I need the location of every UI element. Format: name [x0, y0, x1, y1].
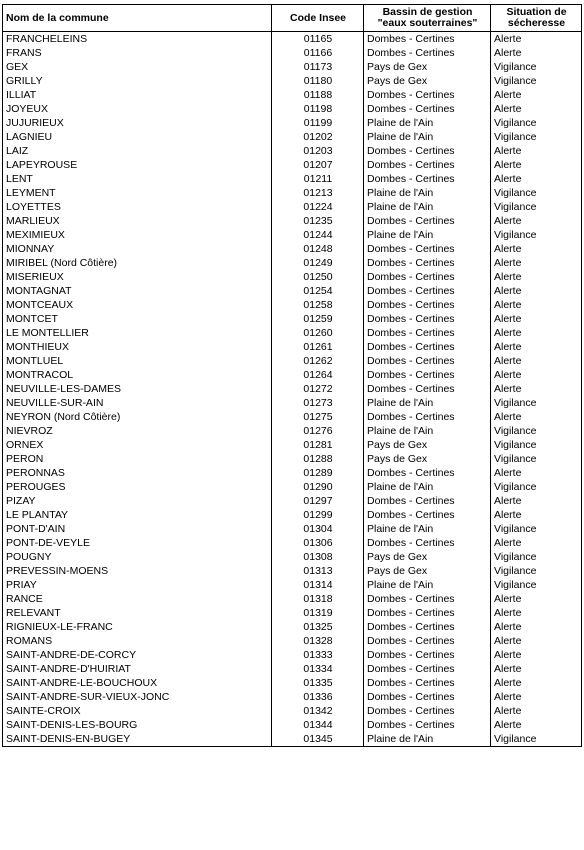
bassin-cell: Plaine de l'Ain — [364, 116, 491, 130]
bassin-cell: Plaine de l'Ain — [364, 396, 491, 410]
commune-cell: RIGNIEUX-LE-FRANC — [3, 620, 272, 634]
table-row — [3, 298, 582, 312]
bassin-cell: Dombes - Certines — [364, 466, 491, 480]
commune-cell: MIRIBEL (Nord Côtière) — [3, 256, 272, 270]
bassin-cell: Dombes - Certines — [364, 144, 491, 158]
bassin-cell: Dombes - Certines — [364, 270, 491, 284]
table-row — [3, 676, 582, 690]
commune-cell: GRILLY — [3, 74, 272, 88]
situation-cell: Alerte — [491, 508, 582, 522]
situation-cell: Alerte — [491, 88, 582, 102]
code-insee-cell: 01342 — [272, 704, 364, 718]
code-insee-cell: 01281 — [272, 438, 364, 452]
bassin-cell: Dombes - Certines — [364, 592, 491, 606]
table-row — [3, 32, 582, 47]
code-insee-cell: 01319 — [272, 606, 364, 620]
situation-cell: Vigilance — [491, 396, 582, 410]
code-insee-cell: 01165 — [272, 32, 364, 47]
situation-cell: Vigilance — [491, 550, 582, 564]
code-insee-cell: 01336 — [272, 690, 364, 704]
code-insee-cell: 01272 — [272, 382, 364, 396]
table-row — [3, 172, 582, 186]
bassin-cell: Dombes - Certines — [364, 382, 491, 396]
bassin-cell: Plaine de l'Ain — [364, 200, 491, 214]
bassin-cell: Dombes - Certines — [364, 354, 491, 368]
situation-cell: Alerte — [491, 676, 582, 690]
table-row — [3, 354, 582, 368]
table-row — [3, 690, 582, 704]
table-row — [3, 480, 582, 494]
bassin-cell: Dombes - Certines — [364, 690, 491, 704]
situation-cell: Vigilance — [491, 186, 582, 200]
bassin-cell: Dombes - Certines — [364, 494, 491, 508]
commune-cell: MIONNAY — [3, 242, 272, 256]
commune-cell: LAPEYROUSE — [3, 158, 272, 172]
situation-cell: Alerte — [491, 382, 582, 396]
header-situation-line1: Situation de — [506, 6, 567, 18]
situation-cell: Alerte — [491, 284, 582, 298]
commune-cell: NIEVROZ — [3, 424, 272, 438]
table-row — [3, 312, 582, 326]
bassin-cell: Dombes - Certines — [364, 536, 491, 550]
code-insee-cell: 01344 — [272, 718, 364, 732]
commune-cell: POUGNY — [3, 550, 272, 564]
situation-cell: Vigilance — [491, 732, 582, 747]
table-row — [3, 508, 582, 522]
situation-cell: Vigilance — [491, 522, 582, 536]
situation-cell: Alerte — [491, 368, 582, 382]
situation-cell: Vigilance — [491, 452, 582, 466]
table-row — [3, 158, 582, 172]
code-insee-cell: 01313 — [272, 564, 364, 578]
table-row — [3, 662, 582, 676]
code-insee-cell: 01288 — [272, 452, 364, 466]
table-row — [3, 718, 582, 732]
table-row — [3, 634, 582, 648]
table-row — [3, 368, 582, 382]
header-bassin-line2: "eaux souterraines" — [377, 17, 478, 29]
header-commune: Nom de la commune — [3, 5, 272, 32]
situation-cell: Vigilance — [491, 578, 582, 592]
table-row — [3, 326, 582, 340]
commune-cell: NEUVILLE-LES-DAMES — [3, 382, 272, 396]
situation-cell: Alerte — [491, 592, 582, 606]
code-insee-cell: 01276 — [272, 424, 364, 438]
code-insee-cell: 01224 — [272, 200, 364, 214]
commune-cell: FRANCHELEINS — [3, 32, 272, 47]
commune-cell: PEROUGES — [3, 480, 272, 494]
table-row — [3, 452, 582, 466]
bassin-cell: Dombes - Certines — [364, 704, 491, 718]
code-insee-cell: 01264 — [272, 368, 364, 382]
table-row — [3, 620, 582, 634]
table-row — [3, 550, 582, 564]
table-row — [3, 144, 582, 158]
commune-cell: SAINT-DENIS-LES-BOURG — [3, 718, 272, 732]
code-insee-cell: 01173 — [272, 60, 364, 74]
situation-cell: Vigilance — [491, 424, 582, 438]
table-row — [3, 494, 582, 508]
bassin-cell: Dombes - Certines — [364, 676, 491, 690]
bassin-cell: Dombes - Certines — [364, 88, 491, 102]
commune-cell: SAINT-ANDRE-SUR-VIEUX-JONC — [3, 690, 272, 704]
commune-cell: MONTCET — [3, 312, 272, 326]
bassin-cell: Dombes - Certines — [364, 102, 491, 116]
situation-cell: Alerte — [491, 466, 582, 480]
commune-cell: MEXIMIEUX — [3, 228, 272, 242]
commune-cell: SAINT-ANDRE-DE-CORCY — [3, 648, 272, 662]
situation-cell: Alerte — [491, 256, 582, 270]
commune-cell: MARLIEUX — [3, 214, 272, 228]
commune-cell: SAINT-ANDRE-LE-BOUCHOUX — [3, 676, 272, 690]
bassin-cell: Dombes - Certines — [364, 410, 491, 424]
bassin-cell: Dombes - Certines — [364, 606, 491, 620]
table-row — [3, 578, 582, 592]
code-insee-cell: 01304 — [272, 522, 364, 536]
code-insee-cell: 01213 — [272, 186, 364, 200]
commune-cell: PERONNAS — [3, 466, 272, 480]
bassin-cell: Dombes - Certines — [364, 326, 491, 340]
table-row — [3, 732, 582, 747]
situation-cell: Vigilance — [491, 60, 582, 74]
commune-cell: MONTHIEUX — [3, 340, 272, 354]
code-insee-cell: 01299 — [272, 508, 364, 522]
situation-cell: Vigilance — [491, 480, 582, 494]
situation-cell: Alerte — [491, 242, 582, 256]
table-row — [3, 438, 582, 452]
table-row — [3, 74, 582, 88]
code-insee-cell: 01335 — [272, 676, 364, 690]
commune-cell: LAIZ — [3, 144, 272, 158]
situation-cell: Alerte — [491, 690, 582, 704]
commune-cell: MONTRACOL — [3, 368, 272, 382]
situation-cell: Alerte — [491, 606, 582, 620]
situation-cell: Alerte — [491, 270, 582, 284]
code-insee-cell: 01314 — [272, 578, 364, 592]
commune-cell: PONT-D'AIN — [3, 522, 272, 536]
commune-cell: PERON — [3, 452, 272, 466]
situation-cell: Alerte — [491, 354, 582, 368]
code-insee-cell: 01244 — [272, 228, 364, 242]
table-row — [3, 270, 582, 284]
commune-cell: MONTLUEL — [3, 354, 272, 368]
table-row — [3, 116, 582, 130]
table-row — [3, 382, 582, 396]
commune-cell: LAGNIEU — [3, 130, 272, 144]
code-insee-cell: 01260 — [272, 326, 364, 340]
bassin-cell: Plaine de l'Ain — [364, 732, 491, 747]
bassin-cell: Pays de Gex — [364, 438, 491, 452]
table-row — [3, 130, 582, 144]
commune-cell: PREVESSIN-MOENS — [3, 564, 272, 578]
bassin-cell: Plaine de l'Ain — [364, 130, 491, 144]
table-row — [3, 564, 582, 578]
code-insee-cell: 01306 — [272, 536, 364, 550]
commune-cell: ROMANS — [3, 634, 272, 648]
code-insee-cell: 01258 — [272, 298, 364, 312]
drought-table — [2, 4, 582, 747]
situation-cell: Alerte — [491, 312, 582, 326]
code-insee-cell: 01199 — [272, 116, 364, 130]
table-row — [3, 284, 582, 298]
situation-cell: Vigilance — [491, 438, 582, 452]
code-insee-cell: 01297 — [272, 494, 364, 508]
commune-cell: SAINT-ANDRE-D'HUIRIAT — [3, 662, 272, 676]
document-page — [2, 4, 582, 747]
bassin-cell: Dombes - Certines — [364, 256, 491, 270]
bassin-cell: Dombes - Certines — [364, 648, 491, 662]
header-code-insee: Code Insee — [272, 5, 364, 32]
code-insee-cell: 01289 — [272, 466, 364, 480]
bassin-cell: Dombes - Certines — [364, 368, 491, 382]
bassin-cell: Dombes - Certines — [364, 298, 491, 312]
bassin-cell: Dombes - Certines — [364, 508, 491, 522]
situation-cell: Alerte — [491, 340, 582, 354]
situation-cell: Alerte — [491, 326, 582, 340]
bassin-cell: Dombes - Certines — [364, 284, 491, 298]
table-body — [3, 32, 582, 747]
commune-cell: RELEVANT — [3, 606, 272, 620]
code-insee-cell: 01198 — [272, 102, 364, 116]
code-insee-cell: 01308 — [272, 550, 364, 564]
commune-cell: SAINT-DENIS-EN-BUGEY — [3, 732, 272, 747]
bassin-cell: Dombes - Certines — [364, 620, 491, 634]
table-row — [3, 214, 582, 228]
table-row — [3, 424, 582, 438]
code-insee-cell: 01202 — [272, 130, 364, 144]
situation-cell: Alerte — [491, 494, 582, 508]
code-insee-cell: 01203 — [272, 144, 364, 158]
situation-cell: Alerte — [491, 298, 582, 312]
code-insee-cell: 01188 — [272, 88, 364, 102]
commune-cell: MONTCEAUX — [3, 298, 272, 312]
table-row — [3, 648, 582, 662]
code-insee-cell: 01325 — [272, 620, 364, 634]
table-row — [3, 396, 582, 410]
header-situation — [491, 5, 582, 32]
situation-cell: Alerte — [491, 648, 582, 662]
code-insee-cell: 01259 — [272, 312, 364, 326]
table-row — [3, 46, 582, 60]
code-insee-cell: 01248 — [272, 242, 364, 256]
bassin-cell: Dombes - Certines — [364, 242, 491, 256]
bassin-cell: Plaine de l'Ain — [364, 228, 491, 242]
bassin-cell: Plaine de l'Ain — [364, 186, 491, 200]
code-insee-cell: 01345 — [272, 732, 364, 747]
situation-cell: Alerte — [491, 718, 582, 732]
code-insee-cell: 01333 — [272, 648, 364, 662]
code-insee-cell: 01249 — [272, 256, 364, 270]
table-header — [3, 5, 582, 32]
code-insee-cell: 01275 — [272, 410, 364, 424]
bassin-cell: Dombes - Certines — [364, 158, 491, 172]
code-insee-cell: 01261 — [272, 340, 364, 354]
bassin-cell: Pays de Gex — [364, 550, 491, 564]
table-row — [3, 102, 582, 116]
commune-cell: FRANS — [3, 46, 272, 60]
situation-cell: Vigilance — [491, 200, 582, 214]
code-insee-cell: 01318 — [272, 592, 364, 606]
commune-cell: MONTAGNAT — [3, 284, 272, 298]
commune-cell: JOYEUX — [3, 102, 272, 116]
commune-cell: NEYRON (Nord Côtière) — [3, 410, 272, 424]
commune-cell: NEUVILLE-SUR-AIN — [3, 396, 272, 410]
commune-cell: ILLIAT — [3, 88, 272, 102]
code-insee-cell: 01235 — [272, 214, 364, 228]
code-insee-cell: 01334 — [272, 662, 364, 676]
situation-cell: Alerte — [491, 536, 582, 550]
header-situation-line2: sécheresse — [507, 17, 566, 29]
header-bassin — [364, 5, 491, 32]
header-row — [3, 5, 582, 32]
situation-cell: Alerte — [491, 46, 582, 60]
situation-cell: Alerte — [491, 158, 582, 172]
table-row — [3, 242, 582, 256]
commune-cell: PIZAY — [3, 494, 272, 508]
bassin-cell: Dombes - Certines — [364, 172, 491, 186]
code-insee-cell: 01273 — [272, 396, 364, 410]
situation-cell: Alerte — [491, 662, 582, 676]
bassin-cell: Plaine de l'Ain — [364, 522, 491, 536]
situation-cell: Vigilance — [491, 116, 582, 130]
situation-cell: Alerte — [491, 172, 582, 186]
table-row — [3, 256, 582, 270]
commune-cell: LE PLANTAY — [3, 508, 272, 522]
code-insee-cell: 01180 — [272, 74, 364, 88]
situation-cell: Vigilance — [491, 130, 582, 144]
code-insee-cell: 01254 — [272, 284, 364, 298]
table-row — [3, 410, 582, 424]
commune-cell: LEYMENT — [3, 186, 272, 200]
bassin-cell: Pays de Gex — [364, 452, 491, 466]
commune-cell: JUJURIEUX — [3, 116, 272, 130]
code-insee-cell: 01166 — [272, 46, 364, 60]
situation-cell: Alerte — [491, 102, 582, 116]
bassin-cell: Dombes - Certines — [364, 214, 491, 228]
situation-cell: Vigilance — [491, 228, 582, 242]
table-row — [3, 200, 582, 214]
commune-cell: PRIAY — [3, 578, 272, 592]
commune-cell: ORNEX — [3, 438, 272, 452]
bassin-cell: Plaine de l'Ain — [364, 424, 491, 438]
bassin-cell: Dombes - Certines — [364, 32, 491, 47]
bassin-cell: Dombes - Certines — [364, 312, 491, 326]
situation-cell: Vigilance — [491, 564, 582, 578]
bassin-cell: Pays de Gex — [364, 60, 491, 74]
table-row — [3, 522, 582, 536]
code-insee-cell: 01328 — [272, 634, 364, 648]
commune-cell: SAINTE-CROIX — [3, 704, 272, 718]
table-row — [3, 536, 582, 550]
commune-cell: GEX — [3, 60, 272, 74]
commune-cell: MISERIEUX — [3, 270, 272, 284]
situation-cell: Alerte — [491, 214, 582, 228]
bassin-cell: Plaine de l'Ain — [364, 480, 491, 494]
commune-cell: LE MONTELLIER — [3, 326, 272, 340]
table-row — [3, 466, 582, 480]
bassin-cell: Pays de Gex — [364, 74, 491, 88]
bassin-cell: Plaine de l'Ain — [364, 578, 491, 592]
bassin-cell: Dombes - Certines — [364, 340, 491, 354]
commune-cell: LENT — [3, 172, 272, 186]
code-insee-cell: 01207 — [272, 158, 364, 172]
table-row — [3, 592, 582, 606]
table-row — [3, 60, 582, 74]
code-insee-cell: 01250 — [272, 270, 364, 284]
bassin-cell: Dombes - Certines — [364, 718, 491, 732]
situation-cell: Alerte — [491, 410, 582, 424]
situation-cell: Alerte — [491, 32, 582, 47]
code-insee-cell: 01262 — [272, 354, 364, 368]
commune-cell: PONT-DE-VEYLE — [3, 536, 272, 550]
situation-cell: Alerte — [491, 634, 582, 648]
situation-cell: Alerte — [491, 144, 582, 158]
situation-cell: Alerte — [491, 704, 582, 718]
situation-cell: Alerte — [491, 620, 582, 634]
code-insee-cell: 01290 — [272, 480, 364, 494]
commune-cell: LOYETTES — [3, 200, 272, 214]
header-bassin-line1: Bassin de gestion — [382, 6, 473, 18]
table-row — [3, 228, 582, 242]
bassin-cell: Dombes - Certines — [364, 634, 491, 648]
bassin-cell: Dombes - Certines — [364, 662, 491, 676]
bassin-cell: Dombes - Certines — [364, 46, 491, 60]
table-row — [3, 88, 582, 102]
situation-cell: Vigilance — [491, 74, 582, 88]
bassin-cell: Pays de Gex — [364, 564, 491, 578]
code-insee-cell: 01211 — [272, 172, 364, 186]
table-row — [3, 606, 582, 620]
table-row — [3, 704, 582, 718]
table-row — [3, 186, 582, 200]
table-row — [3, 340, 582, 354]
commune-cell: RANCE — [3, 592, 272, 606]
